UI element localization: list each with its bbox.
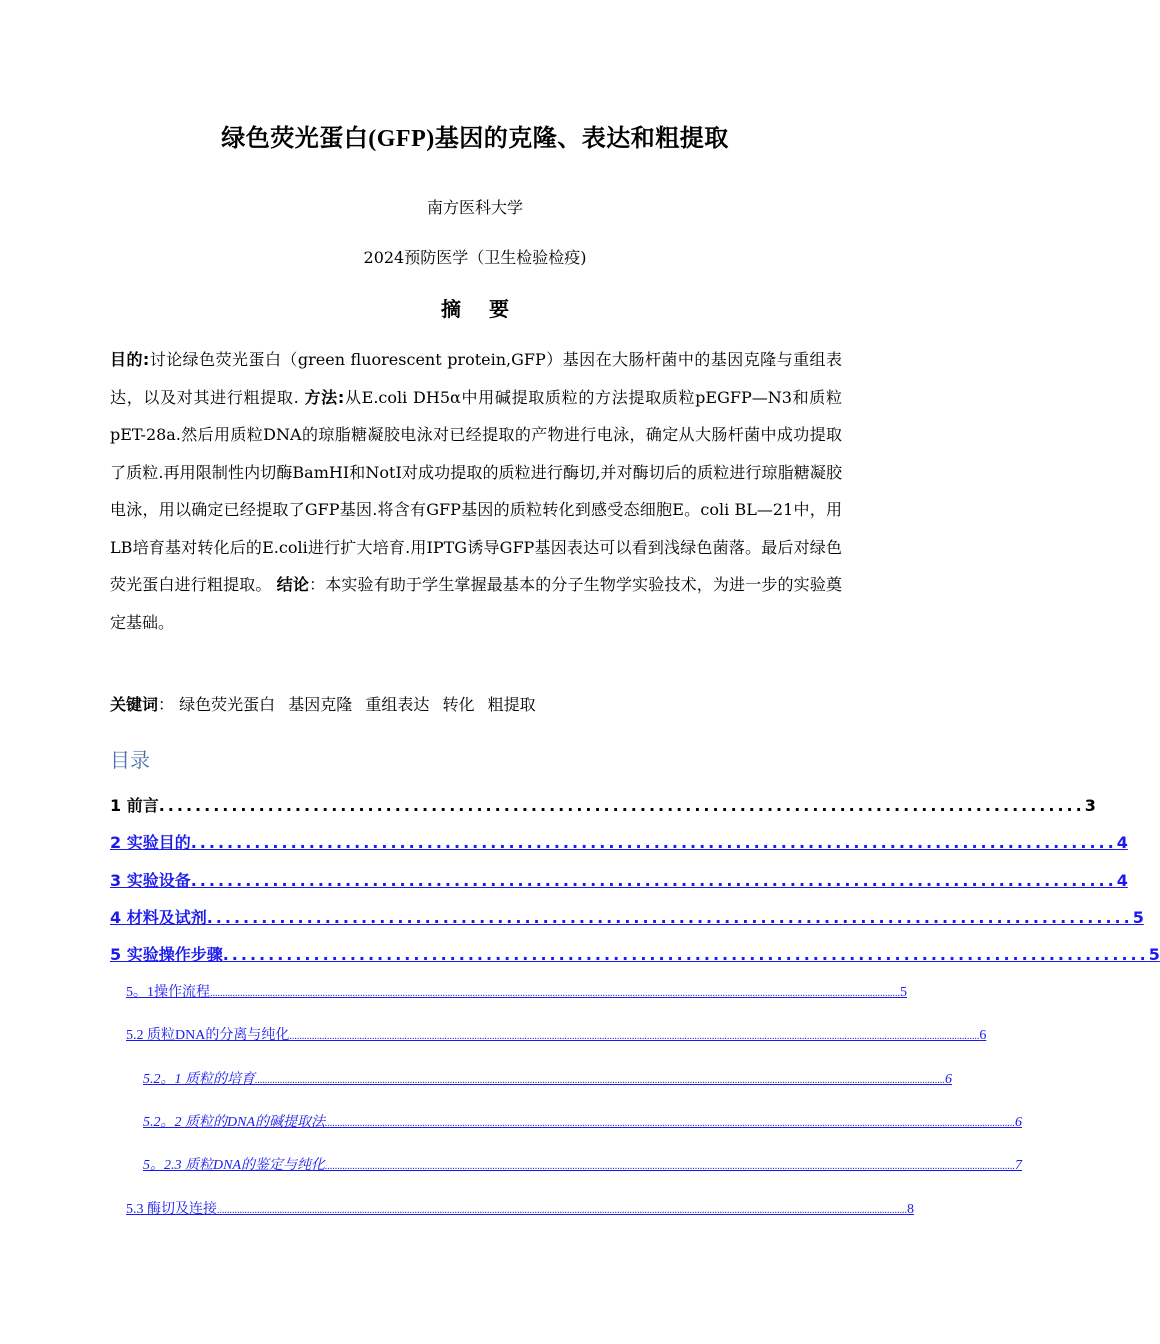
keywords-label: 关键词	[110, 695, 159, 714]
toc-leader-dots: ......................................................................................................	[158, 796, 1085, 815]
toc-page-number: 6	[1015, 1115, 1022, 1130]
class-line: 2024预防医学（卫生检验检疫)	[363, 248, 587, 267]
toc-entry-5-2-3[interactable]	[143, 1154, 1022, 1174]
toc-entry-5-2-2[interactable]	[143, 1111, 1022, 1131]
toc-leader-dots: ....................................................................................................................................................................................................................................................................................	[325, 1118, 1015, 1129]
toc-entry-5-3[interactable]	[126, 1198, 914, 1218]
abstract-body	[110, 341, 842, 641]
toc-leader-dots: ....................................................................................................................................................................................................................................................................................	[289, 1031, 980, 1042]
toc-entry-5-2-1[interactable]	[143, 1068, 952, 1088]
keyword: 粗提取	[487, 695, 536, 714]
toc-page-number: 5	[1132, 908, 1144, 927]
toc-leader-dots: ....................................................................................................................................................................................................................................................................................	[217, 1205, 907, 1216]
toc-entry-label: 3 实验设备	[110, 871, 191, 890]
toc-leader-dots: ......................................................................................................	[190, 833, 1117, 852]
keywords-colon: ：	[158, 695, 175, 714]
toc-page-number: 4	[1116, 833, 1128, 852]
document-title: 绿色荧光蛋白(GFP)基因的克隆、表达和粗提取	[221, 126, 729, 152]
toc-leader-dots: ....................................................................................................................................................................................................................................................................................	[255, 1075, 945, 1086]
toc-entry-equipment[interactable]	[110, 868, 1128, 891]
toc-entry-5-2[interactable]	[126, 1024, 987, 1044]
toc-leader-dots: ....................................................................................................................................................................................................................................................................................	[210, 988, 900, 999]
keyword: 重组表达	[365, 695, 430, 714]
toc-entry-label: 1 前言	[110, 796, 159, 815]
toc-entry-label: 4 材料及试剂	[110, 908, 207, 927]
conclusion-label: 结论	[276, 575, 310, 594]
method-label: 方法:	[304, 387, 345, 407]
keyword: 基因克隆	[288, 695, 353, 714]
purpose-label: 目的:	[110, 350, 150, 369]
toc-entry-label: 5.3 酶切及连接	[126, 1202, 217, 1217]
toc-entry-label: 5.2。1 质粒的培育	[143, 1072, 255, 1087]
keywords-line	[110, 692, 842, 715]
toc-page-number: 5	[1148, 945, 1160, 964]
toc-leader-dots: ......................................................................................................	[190, 871, 1117, 890]
toc-page-number: 6	[979, 1028, 987, 1043]
keyword: 转化	[442, 695, 475, 714]
toc-leader-dots: ....................................................................................................................................................................................................................................................................................	[325, 1161, 1015, 1172]
abstract-heading: 摘要	[441, 297, 537, 321]
toc-page-number: 5	[900, 985, 907, 1000]
toc-entry-procedure[interactable]	[110, 942, 1160, 965]
toc-heading: 目录	[110, 748, 150, 772]
toc-entry-label: 5.2。2 质粒的DNA的碱提取法	[143, 1115, 325, 1130]
toc-entry-label: 5。1操作流程	[126, 985, 210, 1000]
toc-entry-materials[interactable]	[110, 905, 1144, 928]
purpose-text: 讨论绿色荧光蛋白（green fluorescent protein,GFP）基因在大肠杆菌中的基因克隆与重组表达，以及对其进行粗提取.	[110, 350, 842, 407]
toc-page-number: 3	[1084, 796, 1096, 815]
toc-leader-dots: ......................................................................................................	[206, 908, 1133, 927]
toc-leader-dots: ......................................................................................................	[222, 945, 1149, 964]
method-text: 从E.coli DH5α中用碱提取质粒的方法提取质粒pEGFP—N3和质粒pET-28a.然后用质粒DNA的琼脂糖凝胶电泳对已经提取的产物进行电泳，确定从大肠杆菌中成功提取了质粒.再用限制性内切酶BamHI和NotI对成功提取的质粒进行酶切,并对酶切后的质粒进行琼脂糖凝胶电泳，用以确定已经提取了GFP基因.将含有GFP基因的质粒转化到感受态细胞E。coli BL—21中，用LB培育基对转化后的E.coli进行扩大培育.用IPTG诱导GFP基因表达可以看到浅绿色菌落。最后对绿色荧光蛋白进行粗提取。	[110, 387, 842, 594]
toc-entry-label: 2 实验目的	[110, 833, 191, 852]
toc-page-number: 8	[907, 1202, 914, 1217]
toc-entry-5-1[interactable]	[126, 981, 907, 1001]
keyword: 绿色荧光蛋白	[179, 695, 276, 714]
toc-entry-label: 5。2.3 质粒DNA的鉴定与纯化	[143, 1158, 325, 1173]
toc-page-number: 4	[1116, 871, 1128, 890]
conclusion-text: ：本实验有助于学生掌握最基本的分子生物学实验技术，为进一步的实验奠定基础。	[110, 575, 842, 632]
toc-page-number: 7	[1015, 1158, 1022, 1173]
toc-page-number: 6	[945, 1072, 952, 1087]
toc-entry-intro[interactable]	[110, 793, 1096, 816]
toc-entry-label: 5 实验操作步骤	[110, 945, 223, 964]
toc-entry-purpose[interactable]	[110, 830, 1128, 853]
toc-entry-label: 5.2 质粒DNA的分离与纯化	[126, 1028, 290, 1043]
university-name: 南方医科大学	[426, 198, 523, 217]
